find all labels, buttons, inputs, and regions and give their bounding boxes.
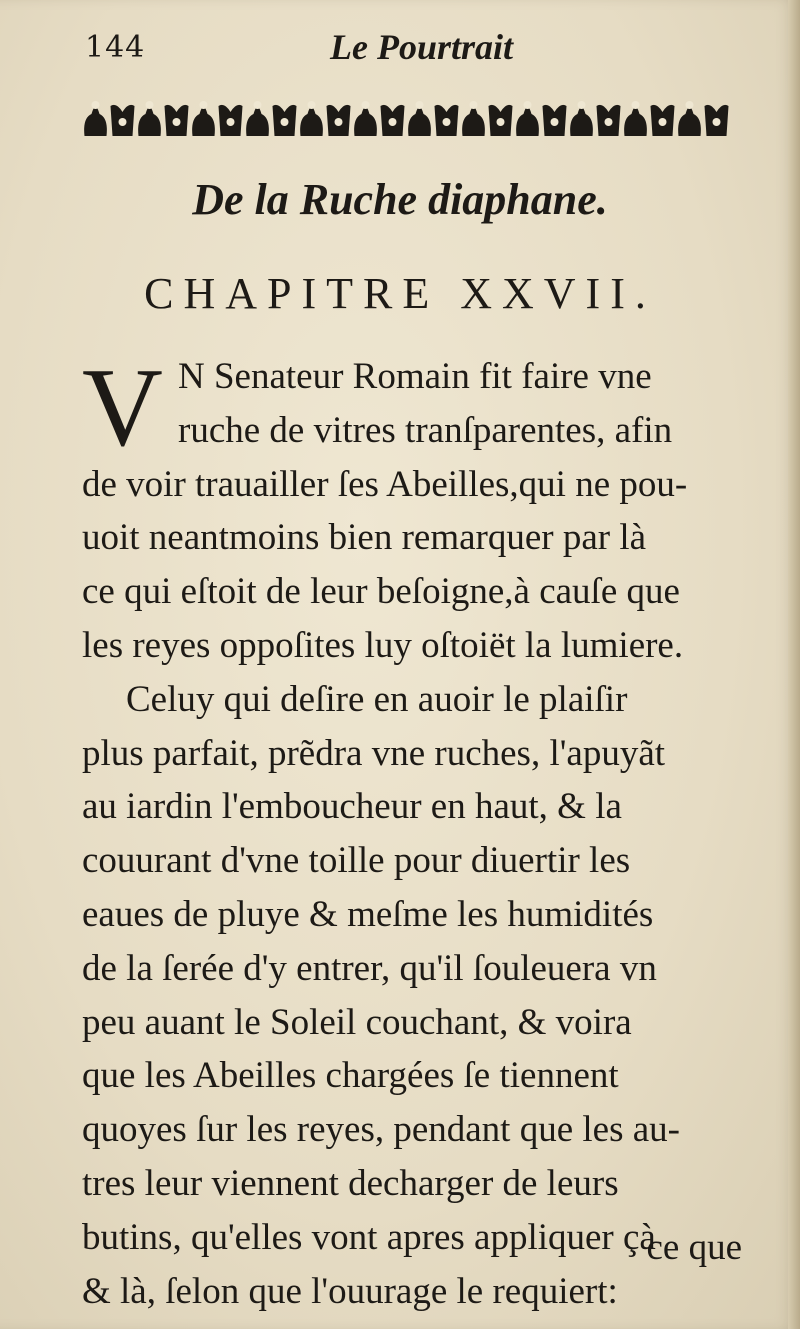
catchword: ce que bbox=[646, 1227, 742, 1268]
text-line: de la ſerée d'y entrer, qu'il ſouleuera vn bbox=[82, 947, 657, 989]
page-number: 144 bbox=[85, 30, 146, 65]
text-line: les reyes oppoſites luy oſtoiët la lumiere. bbox=[82, 624, 684, 666]
text-line: couurant d'vne toille pour diuertir les bbox=[82, 840, 631, 882]
text-line: uoit neantmoins bien remarquer par là bbox=[82, 517, 647, 559]
text-line: ruche de vitres tranſparentes, afin bbox=[178, 409, 673, 451]
drop-cap: V bbox=[82, 346, 163, 470]
fleuron-band-icon bbox=[82, 96, 730, 142]
text-line: ce qui eſtoit de leur beſoigne,à cauſe que bbox=[82, 571, 680, 613]
text-line: butins, qu'elles vont apres appliquer çà bbox=[82, 1216, 656, 1258]
text-line: eaues de pluye & meſme les humidités bbox=[82, 893, 654, 935]
text-line: Celuy qui deſire en auoir le plaiſir bbox=[126, 678, 628, 720]
chapter-heading: CHAPITRE XXVII. bbox=[144, 269, 656, 318]
section-title: De la Ruche diaphane. bbox=[192, 175, 608, 224]
text-line: N Senateur Romain fit faire vne bbox=[178, 356, 652, 397]
page-header bbox=[85, 22, 745, 72]
text-line: plus parfait, prẽdra vne ruches, l'apuyãt bbox=[82, 732, 666, 774]
body-text bbox=[82, 346, 772, 1318]
text-line: tres leur viennent decharger de leurs bbox=[82, 1162, 619, 1204]
text-line: quoyes ſur les reyes, pendant que les au- bbox=[82, 1109, 680, 1151]
text-line: au iardin l'emboucheur en haut, & la bbox=[82, 786, 622, 828]
text-line: & là, ſelon que l'ouurage le requiert: bbox=[82, 1270, 618, 1312]
running-title: Le Pourtrait bbox=[330, 27, 514, 67]
text-line: peu auant le Soleil couchant, & voira bbox=[82, 1001, 632, 1043]
text-line: que les Abeilles chargées ſe tiennent bbox=[82, 1055, 619, 1097]
text-line: de voir trauailler ſes Abeilles,qui ne pou- bbox=[82, 463, 688, 505]
